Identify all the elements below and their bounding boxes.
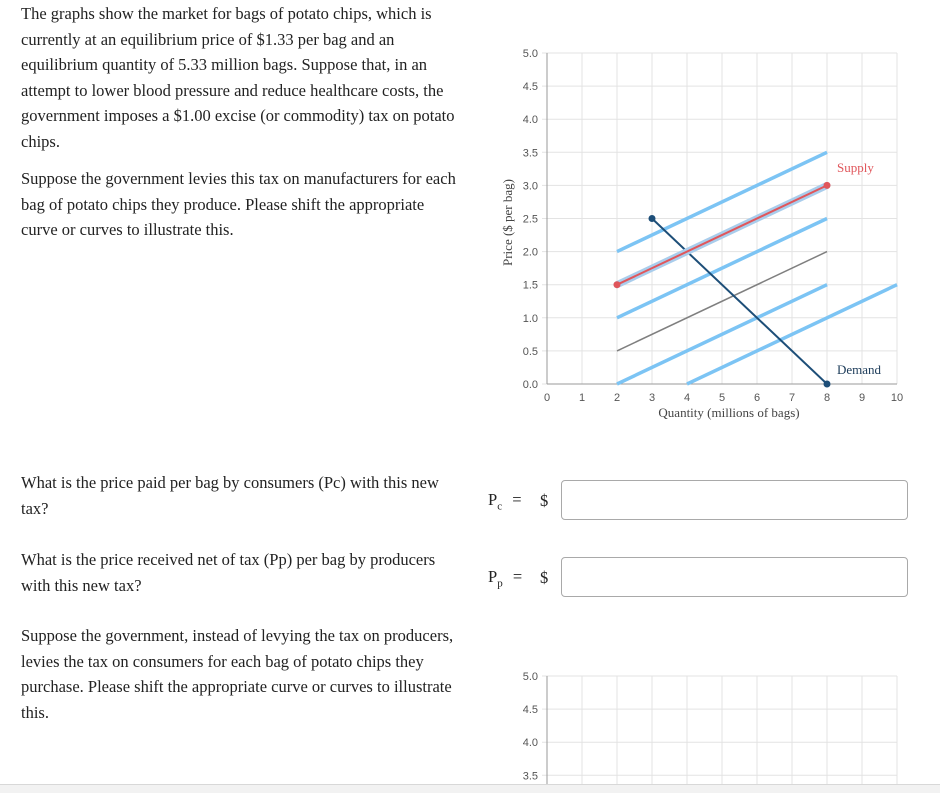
- pc-currency: $: [540, 491, 549, 510]
- y-tick-label: 5.0: [522, 671, 538, 683]
- y-tick-label: 4.5: [522, 81, 538, 94]
- y-tick-label: 2.5: [522, 213, 538, 226]
- pp-symbol: P: [488, 567, 498, 586]
- instruction-consumer-tax: Suppose the government, instead of levying the tax on producers, levies the tax on consumers for each bag of potato chips they purchase. Please shift the appropriate curve or curves to illustrate this.: [21, 626, 454, 722]
- y-tick-label: 4.5: [522, 704, 538, 717]
- demand-label: Demand: [837, 362, 882, 377]
- x-tick-label: 5: [718, 392, 726, 404]
- pp-equals: =: [512, 567, 523, 586]
- demand-point: [649, 215, 656, 222]
- pc-answer-input[interactable]: [561, 480, 908, 520]
- pc-label: [488, 490, 522, 512]
- pp-answer-input[interactable]: [561, 557, 908, 597]
- supply-point: [614, 281, 621, 288]
- x-tick-label: 8: [823, 392, 831, 404]
- pc-symbol: P: [488, 490, 498, 509]
- x-tick-label: 6: [753, 392, 761, 404]
- x-tick-label: 9: [858, 392, 866, 404]
- x-tick-label: 3: [648, 392, 656, 404]
- supply-point: [824, 182, 831, 189]
- y-tick-label: 4.0: [522, 737, 538, 750]
- x-tick-label: 0: [543, 392, 551, 404]
- pc-equals: =: [512, 490, 522, 509]
- question-consumer-price: What is the price paid per bag by consumers (Pc) with this new tax?: [21, 473, 439, 518]
- y-tick-label: 0.0: [522, 379, 538, 391]
- x-tick-label: 2: [613, 392, 621, 404]
- y-tick-label: 0.5: [522, 345, 538, 358]
- y-tick-label: 3.0: [522, 180, 538, 193]
- y-tick-label: 3.5: [522, 147, 538, 160]
- x-tick-label: 4: [683, 392, 691, 404]
- x-tick-label: 1: [578, 392, 586, 404]
- pp-currency: $: [540, 568, 549, 587]
- intro-paragraph: The graphs show the market for bags of potato chips, which is currently at an equilibrium price of $1.33 per bag and an equilibrium quantity of 5.33 million bags. Suppose that, in an attempt to lower blood pressure and reduce healthcare costs, the government imposes a $1.00 excise (or commodity) tax on potato chips.: [21, 4, 455, 151]
- demand-point: [824, 381, 831, 388]
- y-axis-title: Price ($ per bag): [500, 179, 515, 266]
- y-tick-label: 4.0: [522, 114, 538, 127]
- instruction-producer-tax: Suppose the government levies this tax on manufacturers for each bag of potato chips they produce. Please shift the appropriate curve or curves to illustrate this.: [21, 169, 456, 239]
- x-tick-label: 10: [890, 392, 904, 404]
- y-tick-label: 1.0: [522, 312, 538, 325]
- question-producer-price: What is the price received net of tax (Pp) per bag by producers with this new tax?: [21, 550, 436, 595]
- y-tick-label: 2.0: [522, 246, 538, 259]
- pp-label: [488, 567, 522, 589]
- x-tick-label: 7: [788, 392, 796, 404]
- pc-subscript: c: [497, 500, 503, 513]
- pp-subscript: p: [497, 577, 503, 590]
- y-tick-label: 3.5: [522, 770, 538, 783]
- y-tick-label: 1.5: [522, 279, 538, 292]
- y-tick-label: 5.0: [522, 48, 538, 60]
- market-chart-consumer-tax[interactable]: [0, 640, 940, 784]
- supply-label: Supply: [837, 160, 874, 176]
- x-axis-title: Quantity (millions of bags): [658, 405, 800, 420]
